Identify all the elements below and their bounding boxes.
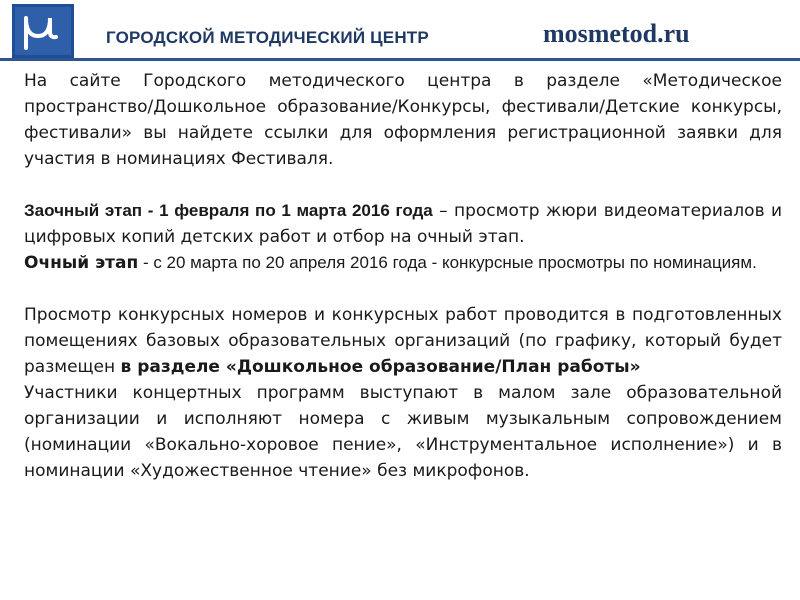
header-divider xyxy=(0,58,800,61)
fulltime-stage-text: - с 20 марта по 20 апреля 2016 года - конкурсные просмотры по номинациям. xyxy=(138,253,757,272)
fulltime-stage-paragraph xyxy=(24,250,782,276)
mu-letter-logo-icon xyxy=(12,4,74,58)
fulltime-stage-label: Очный этап xyxy=(24,253,139,273)
participants-paragraph: Участники концертных программ выступают в малом зале образовательной организации и исполняют номера с живым музыкальным сопровождением (номинации «Вокально-хоровое пение», «Инструментальное исполнение») и в номинации «Художественное чтение» без микрофонов. xyxy=(24,383,782,481)
header xyxy=(0,0,800,60)
intro-paragraph: На сайте Городского методического центра в разделе «Методическое пространство/Дошкольное образование/Конкурсы, фестивали/Детские конкурсы, фестивали» вы найдете ссылки для оформления регистрационной заявки для участия в номинациях Фестиваля. xyxy=(24,71,782,169)
site-link[interactable]: mosmetod.ru xyxy=(543,19,690,48)
org-name: ГОРОДСКОЙ МЕТОДИЧЕСКИЙ ЦЕНТР xyxy=(106,28,429,47)
main-text xyxy=(24,68,782,484)
plan-section-link-text: в разделе «Дошкольное образование/План работы» xyxy=(120,357,641,377)
correspondence-stage-paragraph xyxy=(24,198,782,250)
viewing-paragraph xyxy=(24,302,782,380)
spacer xyxy=(24,172,782,198)
spacer xyxy=(24,276,782,302)
viewing-text: Просмотр конкурсных номеров и конкурсных работ проводится в подготовленных помещениях базовых образовательных организаций (по графику, который будет размещен xyxy=(24,305,782,377)
correspondence-stage-text: – просмотр жюри видеоматериалов и цифровых копий детских работ и отбор на очный этап. xyxy=(24,201,783,247)
correspondence-stage-label: Заочный этап - 1 февраля по 1 марта 2016 года xyxy=(24,201,433,220)
